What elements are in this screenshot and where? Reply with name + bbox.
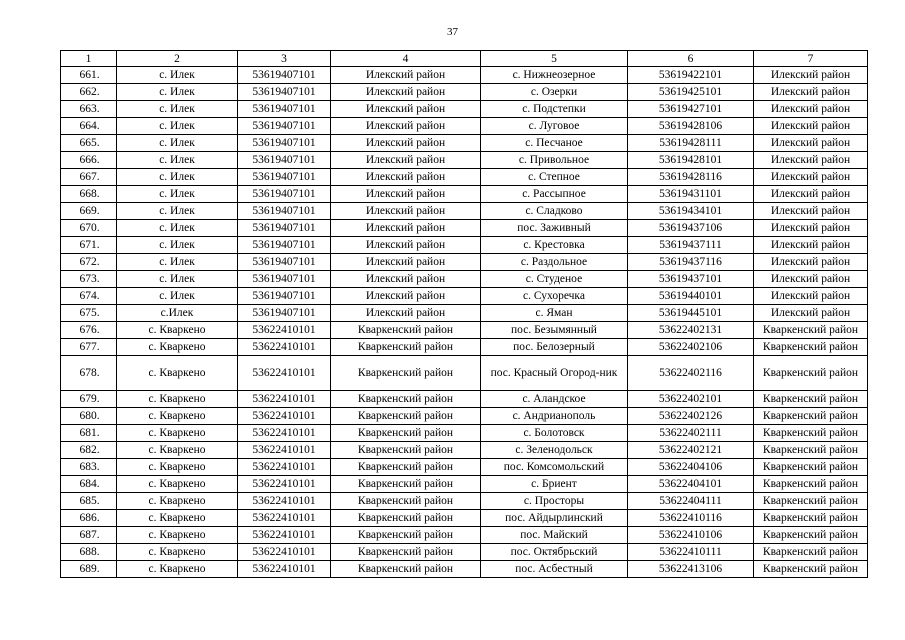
row-number-cell: 676. xyxy=(61,322,117,339)
table-row xyxy=(61,459,868,476)
settlement-district-cell: Кваркенский район xyxy=(754,425,868,442)
admin-district-cell: Кваркенский район xyxy=(331,339,481,356)
settlement-oktmo-cell: 53619428116 xyxy=(628,169,754,186)
table-row xyxy=(61,135,868,152)
admin-district-cell: Илекский район xyxy=(331,220,481,237)
settlement-cell: с. Аландское xyxy=(481,391,628,408)
settlement-district-cell: Илекский район xyxy=(754,186,868,203)
table-row xyxy=(61,67,868,84)
table-row xyxy=(61,425,868,442)
admin-district-cell: Илекский район xyxy=(331,101,481,118)
admin-district-cell: Илекский район xyxy=(331,169,481,186)
settlement-district-cell: Кваркенский район xyxy=(754,476,868,493)
table-row xyxy=(61,152,868,169)
admin-center-cell: с. Кваркено xyxy=(117,476,238,493)
admin-center-cell: с. Илек xyxy=(117,237,238,254)
admin-center-oktmo-cell: 53619407101 xyxy=(238,271,331,288)
admin-center-cell: с. Илек xyxy=(117,118,238,135)
admin-center-oktmo-cell: 53622410101 xyxy=(238,339,331,356)
admin-district-cell: Илекский район xyxy=(331,305,481,322)
settlement-oktmo-cell: 53619427101 xyxy=(628,101,754,118)
row-number-cell: 680. xyxy=(61,408,117,425)
table-row xyxy=(61,203,868,220)
admin-center-oktmo-cell: 53619407101 xyxy=(238,169,331,186)
settlement-cell: с. Раздольное xyxy=(481,254,628,271)
settlement-district-cell: Илекский район xyxy=(754,101,868,118)
admin-center-cell: с. Илек xyxy=(117,152,238,169)
table-row xyxy=(61,544,868,561)
settlement-cell: с. Болотовск xyxy=(481,425,628,442)
column-header-2: 2 xyxy=(117,51,238,67)
column-header-4: 4 xyxy=(331,51,481,67)
table-row xyxy=(61,84,868,101)
admin-district-cell: Кваркенский район xyxy=(331,459,481,476)
settlement-oktmo-cell: 53619437106 xyxy=(628,220,754,237)
admin-center-cell: с. Кваркено xyxy=(117,356,238,391)
settlement-oktmo-cell: 53622402116 xyxy=(628,356,754,391)
settlement-oktmo-cell: 53619428106 xyxy=(628,118,754,135)
page-number: 37 xyxy=(447,26,458,38)
row-number-cell: 671. xyxy=(61,237,117,254)
settlement-oktmo-cell: 53619425101 xyxy=(628,84,754,101)
settlement-district-cell: Илекский район xyxy=(754,84,868,101)
row-number-cell: 679. xyxy=(61,391,117,408)
table-row xyxy=(61,288,868,305)
admin-center-oktmo-cell: 53622410101 xyxy=(238,493,331,510)
admin-center-oktmo-cell: 53619407101 xyxy=(238,152,331,169)
admin-center-oktmo-cell: 53619407101 xyxy=(238,203,331,220)
admin-center-oktmo-cell: 53619407101 xyxy=(238,288,331,305)
row-number-cell: 674. xyxy=(61,288,117,305)
admin-center-cell: с. Кваркено xyxy=(117,544,238,561)
admin-center-cell: с. Кваркено xyxy=(117,442,238,459)
admin-center-oktmo-cell: 53622410101 xyxy=(238,442,331,459)
row-number-cell: 672. xyxy=(61,254,117,271)
settlements-table xyxy=(60,50,868,578)
settlement-district-cell: Илекский район xyxy=(754,203,868,220)
settlement-district-cell: Илекский район xyxy=(754,135,868,152)
admin-center-cell: с. Кваркено xyxy=(117,459,238,476)
admin-center-oktmo-cell: 53622410101 xyxy=(238,544,331,561)
admin-center-oktmo-cell: 53619407101 xyxy=(238,237,331,254)
settlement-cell: пос. Октябрьский xyxy=(481,544,628,561)
row-number-cell: 688. xyxy=(61,544,117,561)
settlement-oktmo-cell: 53622402101 xyxy=(628,391,754,408)
admin-center-oktmo-cell: 53619407101 xyxy=(238,305,331,322)
admin-center-oktmo-cell: 53622410101 xyxy=(238,510,331,527)
settlement-district-cell: Кваркенский район xyxy=(754,408,868,425)
settlement-cell: с. Крестовка xyxy=(481,237,628,254)
row-number-cell: 668. xyxy=(61,186,117,203)
settlement-oktmo-cell: 53619428101 xyxy=(628,152,754,169)
admin-center-cell: с. Кваркено xyxy=(117,322,238,339)
table-row xyxy=(61,510,868,527)
admin-district-cell: Кваркенский район xyxy=(331,322,481,339)
table-row xyxy=(61,220,868,237)
settlement-district-cell: Кваркенский район xyxy=(754,322,868,339)
admin-district-cell: Кваркенский район xyxy=(331,476,481,493)
admin-center-cell: с. Илек xyxy=(117,203,238,220)
row-number-cell: 669. xyxy=(61,203,117,220)
admin-district-cell: Илекский район xyxy=(331,67,481,84)
admin-center-cell: с.Илек xyxy=(117,305,238,322)
admin-center-oktmo-cell: 53622410101 xyxy=(238,527,331,544)
table-row xyxy=(61,356,868,391)
row-number-cell: 687. xyxy=(61,527,117,544)
admin-center-oktmo-cell: 53619407101 xyxy=(238,84,331,101)
settlement-cell: с. Зеленодольск xyxy=(481,442,628,459)
settlement-oktmo-cell: 53622404101 xyxy=(628,476,754,493)
admin-district-cell: Илекский район xyxy=(331,135,481,152)
admin-district-cell: Илекский район xyxy=(331,118,481,135)
admin-district-cell: Кваркенский район xyxy=(331,493,481,510)
settlement-oktmo-cell: 53619434101 xyxy=(628,203,754,220)
admin-district-cell: Илекский район xyxy=(331,152,481,169)
admin-center-cell: с. Илек xyxy=(117,220,238,237)
settlement-oktmo-cell: 53619440101 xyxy=(628,288,754,305)
settlement-cell: с. Подстепки xyxy=(481,101,628,118)
admin-center-cell: с. Илек xyxy=(117,186,238,203)
settlement-cell: с. Рассыпное xyxy=(481,186,628,203)
settlement-district-cell: Илекский район xyxy=(754,118,868,135)
admin-center-oktmo-cell: 53622410101 xyxy=(238,408,331,425)
admin-district-cell: Илекский район xyxy=(331,186,481,203)
row-number-cell: 667. xyxy=(61,169,117,186)
settlement-district-cell: Кваркенский район xyxy=(754,510,868,527)
row-number-cell: 681. xyxy=(61,425,117,442)
admin-center-cell: с. Кваркено xyxy=(117,561,238,578)
admin-district-cell: Кваркенский район xyxy=(331,425,481,442)
settlement-oktmo-cell: 53622402131 xyxy=(628,322,754,339)
admin-center-oktmo-cell: 53622410101 xyxy=(238,425,331,442)
row-number-cell: 665. xyxy=(61,135,117,152)
table-row xyxy=(61,408,868,425)
row-number-cell: 673. xyxy=(61,271,117,288)
settlement-cell: с. Просторы xyxy=(481,493,628,510)
admin-center-cell: с. Кваркено xyxy=(117,493,238,510)
admin-center-oktmo-cell: 53619407101 xyxy=(238,220,331,237)
settlement-cell: с. Бриент xyxy=(481,476,628,493)
row-number-cell: 662. xyxy=(61,84,117,101)
settlement-district-cell: Илекский район xyxy=(754,254,868,271)
settlement-cell: пос. Айдырлинский xyxy=(481,510,628,527)
settlement-district-cell: Кваркенский район xyxy=(754,493,868,510)
table-body xyxy=(61,67,868,578)
settlement-cell: пос. Асбестный xyxy=(481,561,628,578)
table-row xyxy=(61,322,868,339)
settlement-oktmo-cell: 53622402106 xyxy=(628,339,754,356)
admin-district-cell: Кваркенский район xyxy=(331,391,481,408)
settlement-district-cell: Илекский район xyxy=(754,288,868,305)
admin-center-cell: с. Кваркено xyxy=(117,391,238,408)
admin-district-cell: Илекский район xyxy=(331,237,481,254)
admin-district-cell: Илекский район xyxy=(331,254,481,271)
column-header-7: 7 xyxy=(754,51,868,67)
admin-center-cell: с. Илек xyxy=(117,271,238,288)
settlement-district-cell: Кваркенский район xyxy=(754,442,868,459)
table-row xyxy=(61,305,868,322)
admin-center-oktmo-cell: 53619407101 xyxy=(238,254,331,271)
admin-center-cell: с. Илек xyxy=(117,254,238,271)
admin-center-oktmo-cell: 53619407101 xyxy=(238,186,331,203)
table-row xyxy=(61,493,868,510)
row-number-cell: 666. xyxy=(61,152,117,169)
table-row xyxy=(61,391,868,408)
admin-center-cell: с. Илек xyxy=(117,169,238,186)
table-row xyxy=(61,237,868,254)
settlement-cell: с. Луговое xyxy=(481,118,628,135)
settlement-oktmo-cell: 53622404111 xyxy=(628,493,754,510)
settlement-district-cell: Кваркенский район xyxy=(754,459,868,476)
settlement-oktmo-cell: 53619437101 xyxy=(628,271,754,288)
settlement-oktmo-cell: 53619422101 xyxy=(628,67,754,84)
settlement-cell: с. Сладково xyxy=(481,203,628,220)
settlement-district-cell: Илекский район xyxy=(754,305,868,322)
row-number-cell: 664. xyxy=(61,118,117,135)
admin-center-cell: с. Кваркено xyxy=(117,408,238,425)
admin-district-cell: Илекский район xyxy=(331,271,481,288)
admin-district-cell: Илекский район xyxy=(331,84,481,101)
settlement-district-cell: Илекский район xyxy=(754,220,868,237)
table-row xyxy=(61,476,868,493)
row-number-cell: 678. xyxy=(61,356,117,391)
admin-district-cell: Кваркенский район xyxy=(331,527,481,544)
admin-center-oktmo-cell: 53622410101 xyxy=(238,391,331,408)
settlement-cell: с. Студеное xyxy=(481,271,628,288)
admin-center-cell: с. Илек xyxy=(117,135,238,152)
settlement-district-cell: Кваркенский район xyxy=(754,527,868,544)
settlement-oktmo-cell: 53622402121 xyxy=(628,442,754,459)
admin-center-oktmo-cell: 53622410101 xyxy=(238,476,331,493)
settlement-cell: с. Нижнеозерное xyxy=(481,67,628,84)
table-row xyxy=(61,271,868,288)
settlement-oktmo-cell: 53619437111 xyxy=(628,237,754,254)
row-number-cell: 670. xyxy=(61,220,117,237)
row-number-cell: 682. xyxy=(61,442,117,459)
admin-district-cell: Илекский район xyxy=(331,288,481,305)
table-row xyxy=(61,118,868,135)
admin-center-oktmo-cell: 53619407101 xyxy=(238,67,331,84)
admin-center-oktmo-cell: 53619407101 xyxy=(238,135,331,152)
table-row xyxy=(61,442,868,459)
settlement-cell: с. Сухоречка xyxy=(481,288,628,305)
settlement-oktmo-cell: 53622404106 xyxy=(628,459,754,476)
settlement-oktmo-cell: 53622413106 xyxy=(628,561,754,578)
admin-center-cell: с. Илек xyxy=(117,101,238,118)
settlement-district-cell: Илекский район xyxy=(754,152,868,169)
table-row xyxy=(61,339,868,356)
settlement-oktmo-cell: 53622410116 xyxy=(628,510,754,527)
settlement-oktmo-cell: 53619428111 xyxy=(628,135,754,152)
settlement-cell: пос. Красный Огород-ник xyxy=(481,356,628,391)
settlement-oktmo-cell: 53622410111 xyxy=(628,544,754,561)
admin-district-cell: Кваркенский район xyxy=(331,544,481,561)
settlement-cell: с. Песчаное xyxy=(481,135,628,152)
settlement-cell: с. Привольное xyxy=(481,152,628,169)
column-header-3: 3 xyxy=(238,51,331,67)
admin-center-oktmo-cell: 53619407101 xyxy=(238,101,331,118)
row-number-cell: 684. xyxy=(61,476,117,493)
column-header-6: 6 xyxy=(628,51,754,67)
row-number-cell: 686. xyxy=(61,510,117,527)
settlement-cell: с. Яман xyxy=(481,305,628,322)
settlement-district-cell: Илекский район xyxy=(754,271,868,288)
settlement-district-cell: Илекский район xyxy=(754,67,868,84)
table-row xyxy=(61,561,868,578)
settlement-district-cell: Илекский район xyxy=(754,237,868,254)
settlement-cell: с. Степное xyxy=(481,169,628,186)
admin-center-cell: с. Кваркено xyxy=(117,527,238,544)
admin-center-cell: с. Илек xyxy=(117,84,238,101)
settlement-district-cell: Кваркенский район xyxy=(754,561,868,578)
admin-center-oktmo-cell: 53622410101 xyxy=(238,459,331,476)
row-number-cell: 683. xyxy=(61,459,117,476)
row-number-cell: 675. xyxy=(61,305,117,322)
settlement-cell: пос. Безымянный xyxy=(481,322,628,339)
table-row xyxy=(61,169,868,186)
settlement-oktmo-cell: 53622402111 xyxy=(628,425,754,442)
settlement-oktmo-cell: 53622410106 xyxy=(628,527,754,544)
settlement-district-cell: Илекский район xyxy=(754,169,868,186)
admin-center-cell: с. Кваркено xyxy=(117,339,238,356)
settlement-cell: с. Озерки xyxy=(481,84,628,101)
row-number-cell: 663. xyxy=(61,101,117,118)
table-row xyxy=(61,101,868,118)
settlement-cell: с. Андрианополь xyxy=(481,408,628,425)
settlement-district-cell: Кваркенский район xyxy=(754,391,868,408)
admin-district-cell: Кваркенский район xyxy=(331,510,481,527)
admin-center-oktmo-cell: 53622410101 xyxy=(238,356,331,391)
admin-district-cell: Кваркенский район xyxy=(331,408,481,425)
row-number-cell: 685. xyxy=(61,493,117,510)
settlement-oktmo-cell: 53619437116 xyxy=(628,254,754,271)
row-number-cell: 689. xyxy=(61,561,117,578)
settlement-district-cell: Кваркенский район xyxy=(754,544,868,561)
column-header-1: 1 xyxy=(61,51,117,67)
admin-center-cell: с. Илек xyxy=(117,288,238,305)
settlement-cell: пос. Белозерный xyxy=(481,339,628,356)
settlement-oktmo-cell: 53622402126 xyxy=(628,408,754,425)
table-row xyxy=(61,254,868,271)
settlement-oktmo-cell: 53619445101 xyxy=(628,305,754,322)
admin-center-cell: с. Кваркено xyxy=(117,425,238,442)
header-row xyxy=(61,51,868,67)
admin-district-cell: Кваркенский район xyxy=(331,442,481,459)
admin-center-oktmo-cell: 53619407101 xyxy=(238,118,331,135)
settlement-cell: пос. Заживный xyxy=(481,220,628,237)
row-number-cell: 677. xyxy=(61,339,117,356)
admin-center-cell: с. Илек xyxy=(117,67,238,84)
admin-district-cell: Кваркенский район xyxy=(331,561,481,578)
column-header-5: 5 xyxy=(481,51,628,67)
admin-center-cell: с. Кваркено xyxy=(117,510,238,527)
table-row xyxy=(61,186,868,203)
settlement-district-cell: Кваркенский район xyxy=(754,339,868,356)
settlement-cell: пос. Майский xyxy=(481,527,628,544)
settlement-district-cell: Кваркенский район xyxy=(754,356,868,391)
admin-center-oktmo-cell: 53622410101 xyxy=(238,561,331,578)
row-number-cell: 661. xyxy=(61,67,117,84)
admin-district-cell: Кваркенский район xyxy=(331,356,481,391)
settlement-cell: пос. Комсомольский xyxy=(481,459,628,476)
admin-center-oktmo-cell: 53622410101 xyxy=(238,322,331,339)
table-row xyxy=(61,527,868,544)
admin-district-cell: Илекский район xyxy=(331,203,481,220)
settlement-oktmo-cell: 53619431101 xyxy=(628,186,754,203)
